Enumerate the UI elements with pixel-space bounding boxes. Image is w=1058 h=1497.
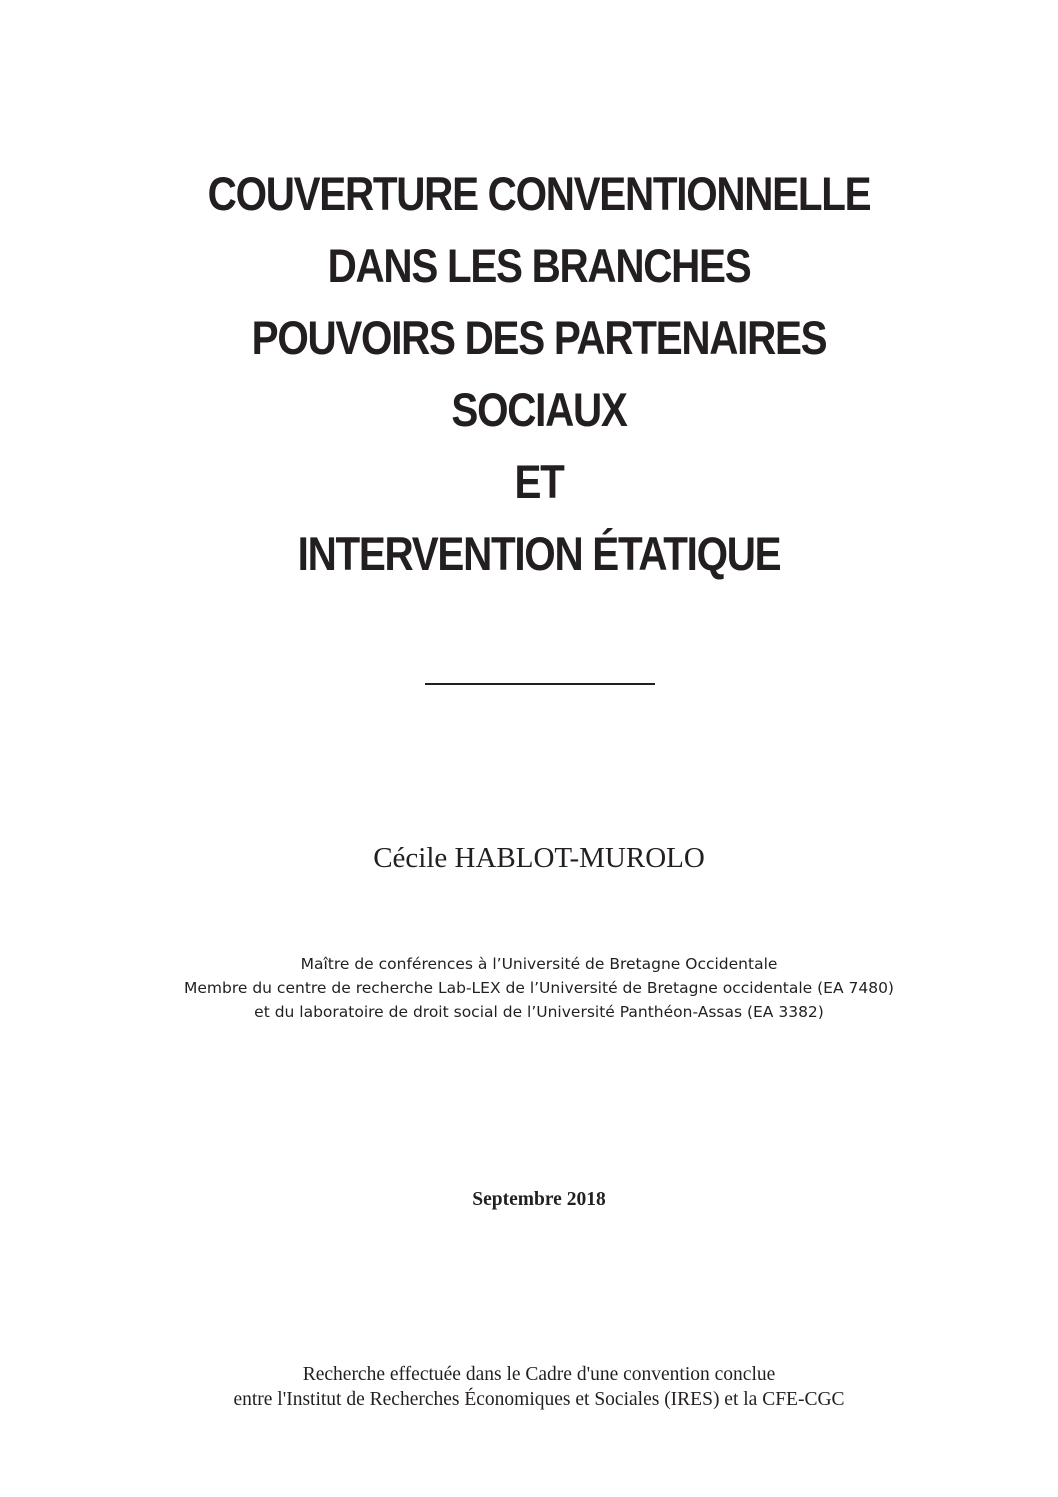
author-affiliation xyxy=(0,952,1058,1024)
title-line-3: POUVOIRS DES PARTENAIRES xyxy=(251,311,827,364)
affiliation-line-3: et du laboratoire de droit social de l’Université Panthéon-Assas (EA 3382) xyxy=(254,1003,824,1021)
document-title xyxy=(0,158,1058,590)
title-line-5: ET xyxy=(514,455,564,508)
title-line-1: COUVERTURE CONVENTIONNELLE xyxy=(207,167,871,220)
research-note xyxy=(0,1362,1058,1412)
affiliation-line-2: Membre du centre de recherche Lab-LEX de l’Université de Bretagne occidentale (EA 7480) xyxy=(184,979,894,997)
affiliation-line-1: Maître de conférences à l’Université de Bretagne Occidentale xyxy=(300,955,778,973)
research-note-line-2: entre l'Institut de Recherches Économiques et Sociales (IRES) et la CFE-CGC xyxy=(233,1389,845,1410)
title-line-2: DANS LES BRANCHES xyxy=(327,239,751,292)
title-line-6: INTERVENTION ÉTATIQUE xyxy=(297,527,781,580)
title-divider xyxy=(425,683,655,685)
title-line-4: SOCIAUX xyxy=(451,383,627,436)
research-note-line-1: Recherche effectuée dans le Cadre d'une convention conclue xyxy=(302,1364,776,1385)
publication-date: Septembre 2018 xyxy=(472,1189,606,1210)
author-name: Cécile HABLOT-MUROLO xyxy=(373,842,705,874)
